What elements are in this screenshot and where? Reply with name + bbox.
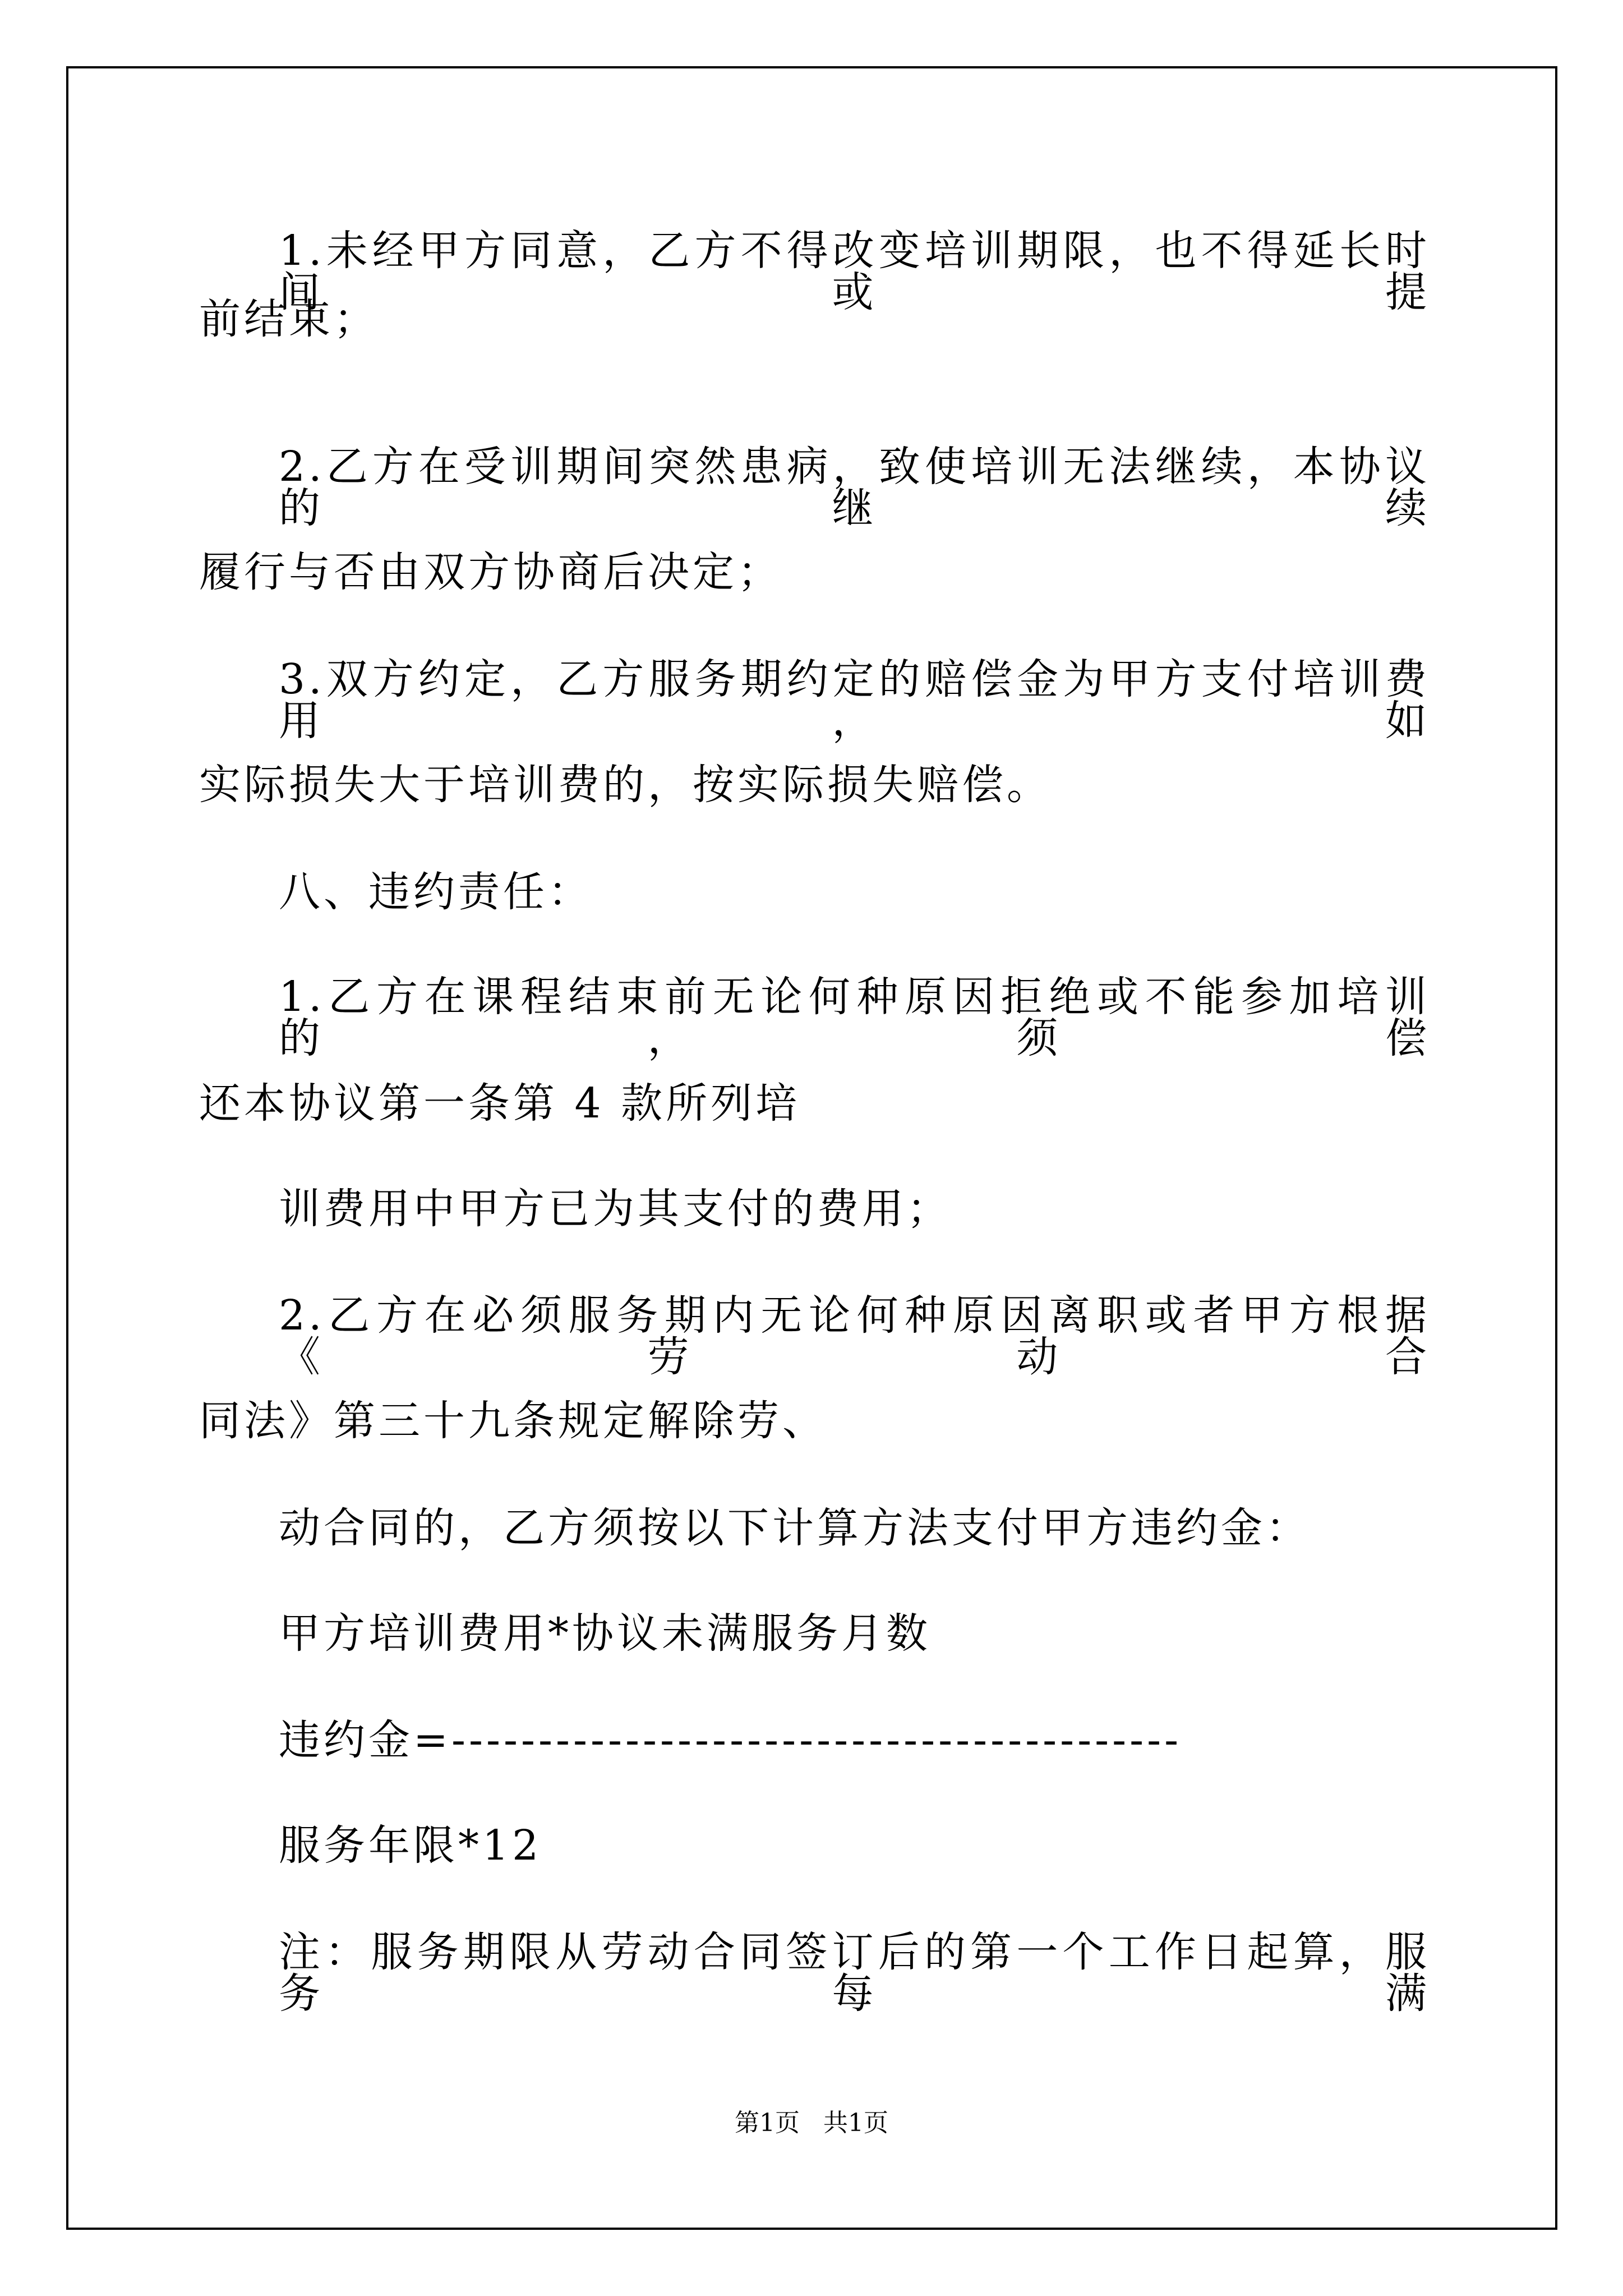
paragraph-line: 实际损失大于培训费的，按实际损失赔偿。: [199, 761, 1052, 809]
paragraph-line: 3.双方约定，乙方服务期约定的赔偿金为甲方支付培训费用，如: [279, 655, 1430, 745]
note-line: 注：服务期限从劳动合同签订后的第一个工作日起算，服务每满: [279, 1928, 1430, 2018]
paragraph-line: 2.乙方在必须服务期内无论何种原因离职或者甲方根据《劳动合: [279, 1291, 1430, 1381]
paragraph-line: 同法》第三十九条规定解除劳、: [199, 1397, 827, 1445]
paragraph-line: 还本协议第一条第 4 款所列培: [199, 1079, 801, 1128]
formula-line: 违约金=------------------------------------------: [279, 1716, 1182, 1764]
paragraph-line: 2.乙方在受训期间突然患病，致使培训无法继续，本协议的继续: [279, 443, 1430, 532]
section-heading: 八、违约责任：: [279, 868, 593, 916]
paragraph-line: 履行与否由双方协商后决定；: [199, 548, 782, 596]
formula-denominator: 服务年限*12: [279, 1821, 542, 1870]
paragraph-line: 1.乙方在课程结束前无论何种原因拒绝或不能参加培训的，须偿: [279, 973, 1430, 1062]
page-number: 第1页 共1页: [735, 2109, 888, 2137]
paragraph-line: 训费用中甲方已为其支付的费用；: [279, 1185, 952, 1233]
paragraph-line: 前结束；: [199, 295, 379, 343]
formula-numerator: 甲方培训费用*协议未满服务月数: [279, 1609, 931, 1658]
paragraph-line: 动合同的，乙方须按以下计算方法支付甲方违约金：: [279, 1504, 1311, 1552]
page-border: [66, 66, 1557, 2230]
paragraph-line: 1.未经甲方同意，乙方不得改变培训期限，也不得延长时间或提: [279, 227, 1430, 316]
